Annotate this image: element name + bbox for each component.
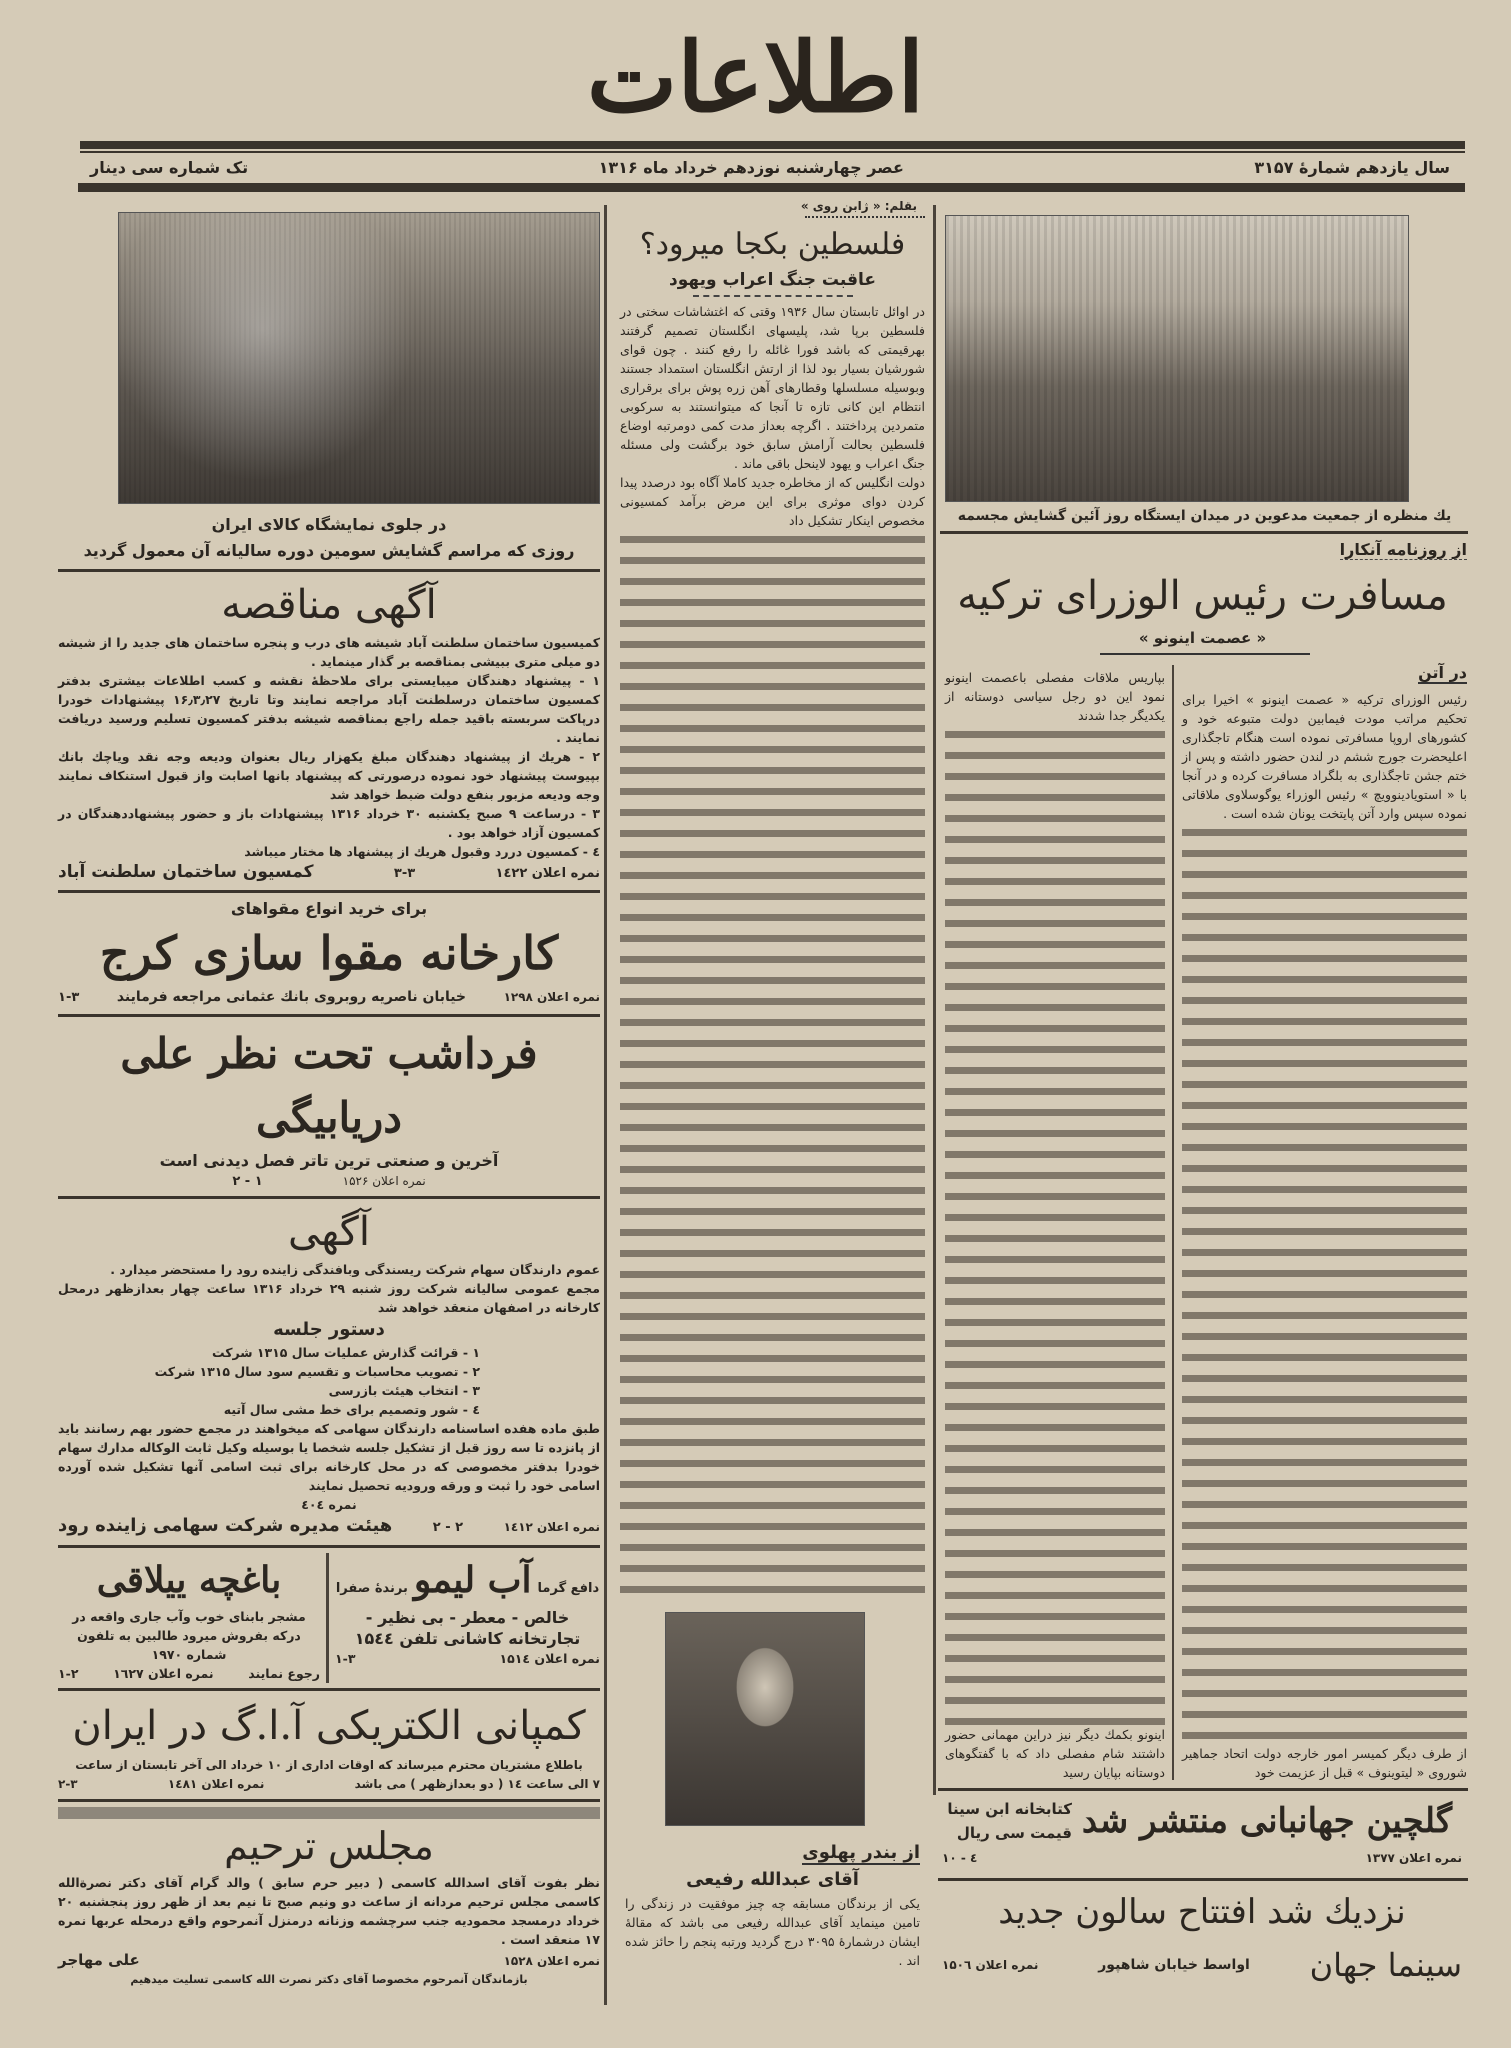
ad-address: خیابان ناصریه روبروی بانك عثمانی مراجعه فرمایند xyxy=(116,989,467,1005)
agenda-item: ۲ - تصویب محاسبات و تقسیم سود سال ۱۳۱۵ شرکت xyxy=(154,1364,480,1379)
article-byline: بقلم: « ژابن روی » xyxy=(800,199,917,213)
ad-title: آگهی xyxy=(288,1209,370,1255)
ad-signature: علی مهاجر xyxy=(58,1951,140,1969)
ad-number: نمره اعلان ۱۲۹۸ xyxy=(503,990,600,1004)
portrait-caption xyxy=(625,1840,920,1970)
tender-ad xyxy=(58,577,600,885)
ad-number: نمره اعلان ۱۳۷۷ xyxy=(1365,1851,1462,1865)
tender-item: ۲ - هریك از پیشنهاد دهندگان مبلغ یکهزار ریال بعنوان ودیعه وجه نقد ویاچك بانك بپیوست پیشنهاد خود نموده درصورتی که پیشنهاد بانها اصابت واز قبول استنکاف نمایند وجه ودیعه مزبور بنفع دولت ضبط خواهد شد xyxy=(58,749,600,802)
ad-pretitle: دافع گرما xyxy=(537,1581,600,1596)
ad-number: نمره اعلان ۱۵۰٦ xyxy=(942,1958,1039,1972)
ornament-rule xyxy=(1100,653,1310,655)
ad-number: نمره اعلان ۱۵۲۶ xyxy=(342,1174,426,1188)
issue-date: عصر چهارشنبه نوزدهم خرداد ماه ۱۳۱۶ xyxy=(598,158,904,177)
ad-run: ۲-۳ xyxy=(58,1777,78,1791)
ad-run: ۳-۳ xyxy=(393,866,416,881)
dateline-row xyxy=(90,156,1450,180)
article-paragraph: از طرف دیگر کمیسر امور خارجه دولت اتحاد جماهیر شوروی « لیتوینوف » قبل از عزیمت خود xyxy=(1182,1746,1467,1780)
right-subcolumn xyxy=(1182,660,1467,1782)
article-subtitle: عاقبت جنگ اعراب ویهود xyxy=(669,270,876,290)
cinema-name: سینما جهان xyxy=(1309,1946,1462,1984)
ad-run: ۱-۳ xyxy=(58,990,80,1005)
article-paragraph: در اوائل تابستان سال ۱۹۳۶ وقتی که اغتشاشات سختی در فلسطین برپا شد، پلیسهای انگلستان تصمیم گرفتند بهرقیمتی که باشد فورا غائله را رفع کنند . چون قوای شورشیان بسیار بود لذا از ارتش انگلستان استمداد جستند وبوسیله مسلسلها وقطارهای آهن زره پوش برای برقراری انتظام این کانی تازه تا آنجا که میتوانستند به سرکوبی متمردین پرداختند . اگرچه بعداز مدت کمی دومرتبه اوضاع فلسطین بحالت آرامش سابق خود برگشت ولی مسئله جنگ اعراب و یهود لاینحل باقی ماند . xyxy=(620,304,925,471)
photo-caption-location: از بندر پهلوی xyxy=(802,1842,920,1863)
notice-ref: نمره ٤۰٤ xyxy=(301,1497,357,1512)
article-paragraph: اینونو بکمك دیگر نیز دراین مهمانی حضور داشتند شام مفصلی داد که با گفتگوهای دوستانه بپایان رسید xyxy=(945,1727,1165,1780)
article-dateline: در آتن xyxy=(1418,663,1467,682)
column-divider xyxy=(933,205,936,1795)
agenda-item: ٤ - شور وتصمیم برای خط مشی سال آتیه xyxy=(223,1402,480,1417)
masthead-rule-top xyxy=(80,141,1465,149)
ad-run: ۲ - ۲ xyxy=(432,1520,464,1535)
ad-line: باطلاع مشتریان محترم میرساند که اوقات اداری از ۱۰ خرداد الی آخر تابستان از ساعت xyxy=(75,1758,583,1772)
article-paragraph: دولت انگلیس که از مخاطره جدید کاملا آگاه بود درصدد پیدا کردن دوای موثری برای این مرض برآمد کمسیونی مخصوص اینکار تشکیل داد xyxy=(620,475,925,528)
ad-title: آگهی مناقصه xyxy=(221,582,437,628)
subcolumn-divider xyxy=(1172,665,1174,1780)
agenda-item: ۳ - انتخاب هیئت بازرسی xyxy=(328,1383,480,1398)
palestine-article xyxy=(620,196,925,1596)
gray-band xyxy=(58,1807,600,1819)
memorial-footer: بازماندگان آنمرحوم مخصوصا آقای دکتر نصرت الله کاسمی تسلیت میدهیم xyxy=(130,1973,528,1986)
ad-number: نمره اعلان ۱٤۲۲ xyxy=(495,866,600,881)
ad-number: نمره اعلان ۱٦۲۷ xyxy=(113,1666,214,1681)
shareholders-notice xyxy=(58,1204,600,1540)
ad-run: ۱ - ۲ xyxy=(232,1174,263,1189)
left-column xyxy=(58,212,600,1988)
electric-company-ad xyxy=(58,1696,600,1794)
garden-ad xyxy=(58,1553,326,1683)
ad-run: ۱-۲ xyxy=(58,1666,79,1681)
photo-caption: یك منظره از جمعیت مدعوین در میدان ایستگاه روز آئین گشایش مجسمه xyxy=(957,508,1452,524)
book-price: قیمت سی ریال xyxy=(956,1824,1072,1842)
ad-title: مجلس ترحیم xyxy=(224,1824,434,1868)
masthead-rule-bottom xyxy=(78,183,1465,192)
divider xyxy=(58,890,600,893)
memorial-ad xyxy=(58,1819,600,1988)
ad-title: نزدیك شد افتتاح سالون جدید xyxy=(998,1892,1406,1932)
ad-line: تجارتخانه کاشانی تلفن ۱۵٤٤ xyxy=(354,1629,581,1648)
ad-line: خالص - معطر - بی نظیر - xyxy=(365,1608,570,1627)
article-source: از روزنامه آنکارا xyxy=(1339,540,1467,559)
issue-price: تک شماره سی دینار xyxy=(90,158,249,177)
ad-number: نمره اعلان ۱۵۲۸ xyxy=(503,1954,600,1968)
divider xyxy=(58,1688,600,1691)
ad-line: ۷ الی ساعت ۱٤ ( دو بعدازظهر ) می باشد xyxy=(354,1777,600,1791)
karaj-cardboard-ad xyxy=(58,898,600,1009)
notice-paragraph: مجمع عمومی سالیانه شرکت روز شنبه ۲۹ خرداد ۱۳۱۶ ساعت چهار بعدازظهر درمحل کارخانه در اصفهان منعقد خواهد شد xyxy=(58,1281,600,1315)
divider xyxy=(58,569,600,572)
notice-paragraph: عموم دارندگان سهام شرکت ریسندگی وبافندگی زاینده رود را مستحضر میدارد . xyxy=(110,1262,600,1277)
theatre-ad xyxy=(58,1022,600,1191)
article-subtitle: « عصمت اینونو » xyxy=(1138,629,1267,647)
tender-item: ٤ - کمسیون دررد وقبول هریك از پیشنهاد ها مختار میباشد xyxy=(244,844,600,859)
divider xyxy=(58,1014,600,1017)
ad-title: باغچه ییلاقی xyxy=(96,1559,282,1601)
crowd-photo xyxy=(945,215,1409,502)
book-ad xyxy=(942,1793,1462,1867)
dotted-rule xyxy=(805,216,925,218)
wavy-rule xyxy=(693,295,853,297)
ad-run: ۱-۳ xyxy=(335,1651,356,1666)
left-subcolumn xyxy=(945,668,1165,1782)
memorial-body: نظر بفوت آقای اسدالله کاسمی ( دبیر حرم سابق ) والد گرام آقای دکتر نصرةالله کاسمی مجلس ترحیم مردانه از ساعت دو ونیم صبح تا نیم بعد از ظهر روز پنجشنبه ۲۰ خرداد درمسجد محمودیه جنب سرچشمه وزنانه درمنزل آنمرحوم واقع درمحله عربها نمره ۱۷ منعقد است . xyxy=(58,1875,600,1947)
divider xyxy=(938,1878,1468,1881)
divider xyxy=(938,1788,1468,1791)
ad-number: نمره اعلان ۱٤۱۲ xyxy=(503,1520,600,1534)
ad-title: گلچین جهانبانی منتشر شد xyxy=(1081,1801,1453,1841)
lemon-juice-ad xyxy=(326,1553,600,1683)
ad-run: ٤ - ۱۰ xyxy=(942,1851,978,1865)
issue-number: سال یازدهم شمارهٔ ۳۱۵۷ xyxy=(1254,158,1450,177)
masthead-rule-thin xyxy=(80,151,1465,153)
cinema-ad xyxy=(942,1884,1462,1990)
ad-title: کمپانی الکتریکی آ.ا.گ در ایران xyxy=(72,1703,586,1749)
divider xyxy=(940,531,1468,534)
ad-signature: هیئت مدیره شرکت سهامی زاینده رود xyxy=(58,1515,393,1536)
divider xyxy=(58,1545,600,1548)
exhibition-photo xyxy=(118,212,600,504)
ad-line: مشجر بابنای خوب وآب جاری واقعه در xyxy=(72,1609,306,1624)
article-title: فلسطین بکجا میرود؟ xyxy=(639,227,906,262)
bookshop-name: کتابخانه ابن سینا xyxy=(947,1800,1072,1818)
ad-title: آب لیمو xyxy=(413,1559,532,1601)
ad-title: کارخانه مقوا سازی کرج xyxy=(99,926,559,980)
article-paragraph: رئیس الوزرای ترکیه « عصمت اینونو » اخیرا برای تحکیم مراتب مودت فیمابین دولت متبوعه خود و کشورهای اروپا مسافرتی نموده است هنگام تاجگذاری اعلیحضرت جورج ششم در لندن حضور داشته و پس از ختم جشن تاجگذاری به بلگراد مسافرت کرده و در آنجا با « استویادینوویچ » رئیس الوزراء یوگوسلاوی ملاقاتی نموده سپس وارد آتن پایتخت یونان شده است . xyxy=(1182,692,1467,821)
column-divider xyxy=(604,205,607,2005)
agenda-title: دستور جلسه xyxy=(273,1319,385,1340)
ad-posttitle: برندهٔ صفرا xyxy=(335,1581,408,1596)
tender-item: ۳ - درساعت ۹ صبح یکشنبه ۳۰ خرداد ۱۳۱۶ پیشنهادات باز و حضور پیشنهاددهندگان در کمسیون آزاد خواهد بود . xyxy=(58,806,600,840)
ad-signature: کمسیون ساختمان سلطنت آباد xyxy=(58,862,314,882)
divider xyxy=(58,1799,600,1802)
ad-line: درکه بفروش میرود طالبین به تلفون شماره ۱۹۷۰ xyxy=(77,1628,301,1662)
article-text-continued xyxy=(1182,823,1467,1744)
photo-caption: در جلوی نمایشگاه کالای ایران xyxy=(211,515,447,534)
article-title: مسافرت رئیس الوزرای ترکیه xyxy=(957,573,1448,619)
photo-caption-name: آقای عبدالله رفیعی xyxy=(686,1869,859,1890)
cinema-address: اواسط خیابان شاهپور xyxy=(1098,1957,1250,1973)
ad-number: نمره اعلان ۱٤۸۱ xyxy=(167,1777,265,1791)
article-paragraph: بپاریس ملاقات مفصلی باعصمت اینونو نمود این دو رجل سیاسی دوستانه از یکدیگر جدا شدند xyxy=(945,670,1165,723)
photo-caption: روزی که مراسم گشایش سومین دوره سالیانه آن معمول گردید xyxy=(83,541,575,560)
ad-number: نمره اعلان ۱۵۱٤ xyxy=(499,1651,600,1666)
tender-item: ۱ - پیشنهاد دهندگان میبایستی برای ملاحظهٔ نقشه و کسب اطلاعات بیشتری بدفتر کمسیون ساختمان درسلطنت آباد مراجعه نمایند وتا تاریخ ۱۶٫۳٫۲۷ پیشنهادات خودرا درپاکت سربسته باقید جمله راجع بمناقصه شیشه بدفتر کمسیون تسلیم ورسید دریافت نمایند . xyxy=(58,673,600,745)
ad-line: رجوع نمایند xyxy=(248,1666,320,1681)
masthead-logo: اطلاعات xyxy=(586,21,925,134)
ad-pretitle: برای خرید انواع مقواهای xyxy=(230,899,428,918)
portrait-photo xyxy=(665,1612,865,1826)
photo-caption-body: یکی از برندگان مسابقه چه چیز موفقیت در زندگی را تامین مینماید آقای عبدالله رفیعی می باشد که مقالهٔ ایشان درشمارهٔ ۳۰۹۵ درج گردید ورتبه پنجم را حائز شده اند . xyxy=(625,1896,920,1968)
divider xyxy=(58,1196,600,1199)
ad-title: فرداشب تحت نظر علی دریابیگی xyxy=(120,1029,538,1142)
notice-paragraph: طبق ماده هفده اساسنامه دارندگان سهامی که میخواهند در مجمع حضور بهم رسانند باید از پانزده تا سه روز قبل از تشکیل جلسه شخصا یا بوسیله وکیل ثابت الوکاله مدارك سهام خودرا بدفتر مخصوصی که در محل کارخانه برای ثبت اسامی آنها تشکیل شده آورده اسامی خود را ثبت و ورقه ورودیه تحصیل نمایند xyxy=(58,1421,600,1493)
article-text-continued xyxy=(945,725,1165,1725)
agenda-item: ۱ - قرائت گذارش عملیات سال ۱۳۱۵ شرکت xyxy=(212,1345,480,1360)
article-text-continued xyxy=(620,530,925,1596)
ad-subtitle: آخرین و صنعتی ترین تاتر فصل دیدنی است xyxy=(159,1151,499,1170)
tender-intro: کمیسیون ساختمان سلطنت آباد شیشه های درب و پنجره ساختمان های جدید را از شیشه دو میلی متری ببیشی بمناقصه بر گذار مینماید . xyxy=(58,635,600,669)
